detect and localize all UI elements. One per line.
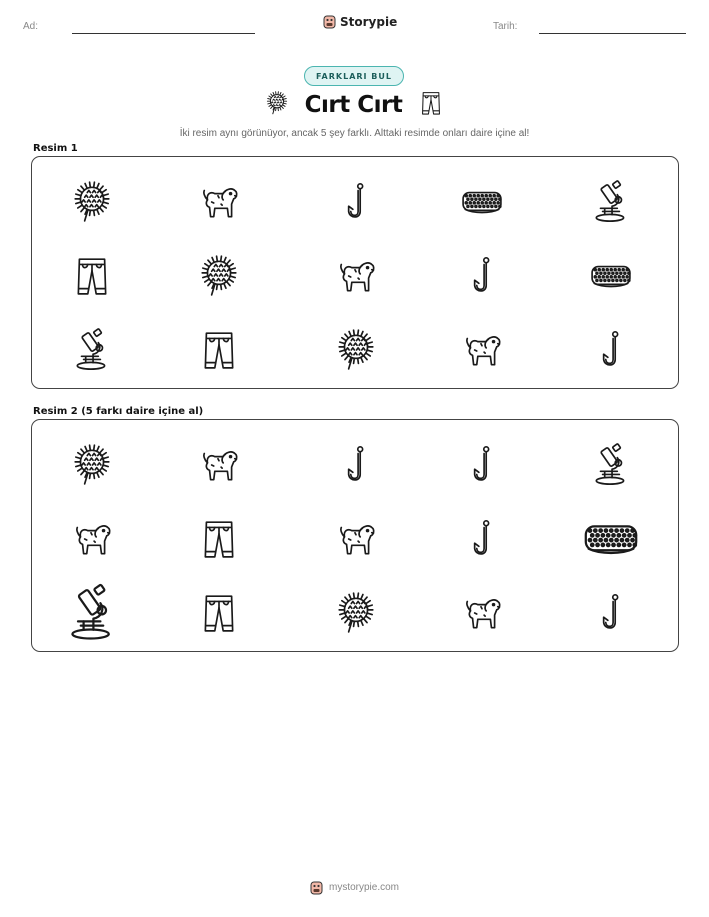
footer-url: mystorypie.com — [328, 882, 399, 893]
dog-icon[interactable] — [198, 444, 240, 486]
microscope-icon[interactable] — [590, 444, 632, 486]
name-line[interactable] — [72, 33, 255, 34]
dog-icon[interactable] — [461, 329, 503, 371]
burr-icon[interactable] — [71, 444, 113, 486]
brand — [323, 14, 397, 29]
date-label: Tarih: — [493, 21, 518, 32]
dog-icon[interactable] — [335, 518, 377, 560]
burr-icon[interactable] — [198, 255, 240, 297]
storypie-logo-icon — [310, 880, 323, 895]
title-row — [0, 90, 709, 120]
hook-icon[interactable] — [590, 329, 632, 371]
activity-badge: FARKLARI BUL — [304, 66, 404, 86]
sponge-icon[interactable] — [583, 511, 639, 567]
pants-icon[interactable] — [198, 518, 240, 560]
pants-icon[interactable] — [198, 592, 240, 634]
dog-icon[interactable] — [71, 518, 113, 560]
sponge-icon[interactable] — [461, 181, 503, 223]
burr-icon[interactable] — [335, 592, 377, 634]
sponge-icon[interactable] — [590, 255, 632, 297]
dog-icon[interactable] — [198, 181, 240, 223]
pants-icon[interactable] — [71, 255, 113, 297]
title-burr-icon — [265, 91, 289, 119]
microscope-icon[interactable] — [71, 329, 113, 371]
footer — [0, 880, 709, 895]
name-label: Ad: — [23, 21, 39, 32]
hook-icon[interactable] — [461, 255, 503, 297]
microscope-icon[interactable] — [64, 585, 120, 641]
microscope-icon[interactable] — [590, 181, 632, 223]
burr-icon[interactable] — [335, 329, 377, 371]
page-title: Cırt Cırt — [304, 92, 403, 118]
hook-icon[interactable] — [590, 592, 632, 634]
date-line[interactable] — [539, 33, 686, 34]
hook-icon[interactable] — [335, 444, 377, 486]
hook-icon[interactable] — [461, 518, 503, 560]
hook-icon[interactable] — [461, 444, 503, 486]
picture-1-panel — [31, 156, 679, 389]
dog-icon[interactable] — [461, 592, 503, 634]
title-pants-icon — [418, 90, 444, 120]
brand-name: Storypie — [340, 14, 398, 29]
picture-2-panel — [31, 419, 679, 652]
pants-icon[interactable] — [198, 329, 240, 371]
hook-icon[interactable] — [335, 181, 377, 223]
picture-1-label: Resim 1 — [33, 143, 78, 154]
instructions: İki resim aynı görünüyor, ancak 5 şey farklı. Alttaki resimde onları daire içine al! — [179, 128, 530, 139]
burr-icon[interactable] — [71, 181, 113, 223]
storypie-logo-icon — [323, 14, 336, 29]
dog-icon[interactable] — [335, 255, 377, 297]
picture-2-label: Resim 2 (5 farkı daire içine al) — [33, 406, 204, 417]
